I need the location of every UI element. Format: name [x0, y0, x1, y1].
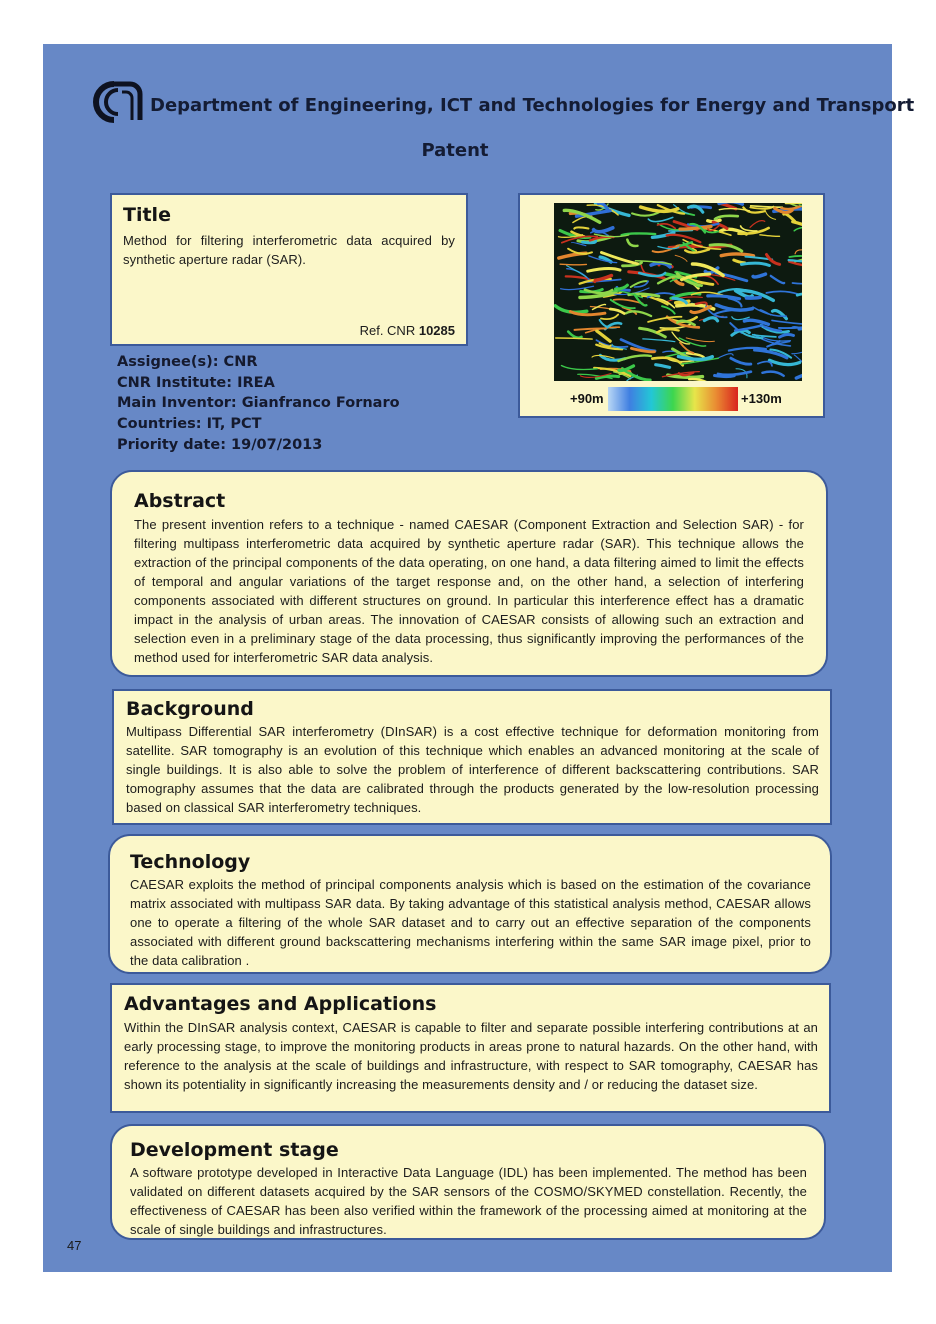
institute: CNR Institute: IREA: [117, 374, 275, 391]
sar-texture-stroke: [721, 254, 753, 256]
ref-number: 10285: [418, 323, 455, 338]
cnr-logo: [92, 80, 144, 124]
title-text: Method for filtering interferometric data acquired by synthetic aperture radar (SAR).: [123, 233, 455, 267]
development-box: [110, 1124, 826, 1240]
reference: [360, 323, 455, 338]
sar-texture-stroke: [574, 227, 588, 228]
background-heading: Background: [126, 698, 254, 720]
sar-height-map: [554, 203, 802, 381]
countries: Countries: IT, PCT: [117, 416, 262, 433]
background-text: Multipass Differential SAR interferometry (DInSAR) is a cost effective technique for deformation monitoring from satellite. SAR tomography is an evolution of this technique which enables an advanced monitoring at the scale of single buildings. It is also able to solve the problem of interference of different backscattering contributions. SAR tomography assumes that the data are calibrated through the products generated by the low-resolution processing based on classical SAR interferometry techniques.: [126, 724, 819, 815]
sar-image-box: [518, 193, 825, 418]
development-heading: Development stage: [130, 1139, 339, 1161]
abstract-heading: Abstract: [134, 490, 226, 512]
development-text: A software prototype developed in Interactive Data Language (IDL) has been implemented. The method has been validated on different datasets acquired by the SAR sensors of the COSMO/SKYMED constellation. Recently, the effectiveness of CAESAR has been also verified within the framework of the processing aimed at monitoring at the scale of single buildings and infrastructures.: [130, 1165, 807, 1237]
sar-texture-stroke: [799, 328, 802, 329]
advantages-box: [110, 983, 831, 1113]
title-heading: Title: [123, 204, 171, 226]
scale-max-label: +130m: [741, 391, 782, 406]
abstract-text: The present invention refers to a technique - named CAESAR (Component Extraction and Selection SAR) - for filtering multipass interferometric data acquired by synthetic aperture radar (SAR). This technique allows the extraction of the principal components of the data operating, on one hand, a data filtering aimed to limit the effects of temporal and angular variations of the target response and, on the other hand, a selection of interfering components associated with different structures on ground. In particular this interference effect has a dramatic impact in the analysis of urban areas. The innovation of CAESAR consists of allowing such an extraction and selection even in a preliminary stage of the data processing, thus significantly improving the performances of the method used for interferometric SAR data analysis.: [134, 517, 804, 665]
abstract-box: [110, 470, 828, 677]
technology-heading: Technology: [130, 851, 251, 873]
inventor: Main Inventor: Gianfranco Fornaro: [117, 395, 400, 412]
background-box: [112, 689, 832, 825]
patent-metadata: [117, 352, 400, 456]
priority-date: Priority date: 19/07/2013: [117, 436, 323, 453]
technology-box: [108, 834, 832, 974]
section-label: Patent: [421, 140, 489, 161]
sar-texture-stroke: [747, 297, 761, 298]
ref-label: Ref. CNR: [359, 323, 416, 338]
sar-texture-stroke: [560, 264, 586, 265]
advantages-text: Within the DInSAR analysis context, CAESAR is capable to filter and separate possible interfering contributions at an early processing stage, to improve the monitoring products in areas prone to natural hazards. On the other hand, with reference to the analysis at the scale of buildings and infrastructure, with respect to SAR tomography, CAESAR has shown its potentiality in significantly increasing the measurements density and / or reducing the dataset size.: [124, 1020, 818, 1092]
color-scale-bar: [608, 387, 738, 411]
page-number: 47: [67, 1238, 82, 1253]
advantages-heading: Advantages and Applications: [124, 993, 437, 1015]
assignee: Assignee(s): CNR: [117, 354, 258, 370]
scale-min-label: +90m: [570, 391, 604, 406]
title-box: [110, 193, 468, 346]
technology-text: CAESAR exploits the method of principal components analysis which is based on the estimation of the covariance matrix associated with multipass SAR data. By taking advantage of this statistical analysis method, CAESAR allows one to operate a filtering of the whole SAR dataset and to carry out an effective separation of the components associated with different ground backscattering mechanisms interfering within the same SAR image pixel, prior to the data calibration .: [130, 877, 811, 968]
department-title: Department of Engineering, ICT and Technologies for Energy and Transport: [150, 95, 915, 116]
